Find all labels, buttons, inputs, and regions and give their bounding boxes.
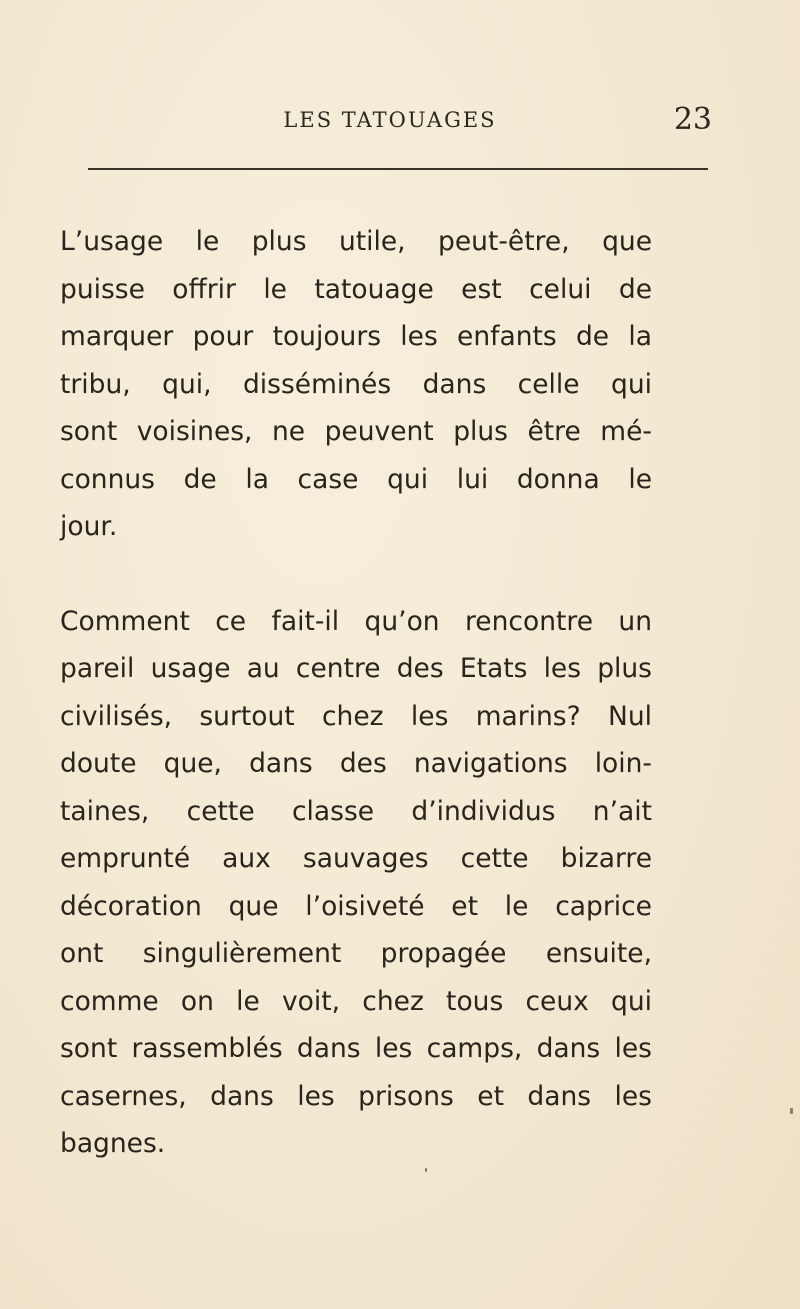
text-line: tribu, qui, disséminés dans celle qui <box>60 368 652 400</box>
text-line: Comment ce fait-il qu’on rencontre un <box>60 605 652 637</box>
text-line: jour. <box>60 511 118 542</box>
text-line: civilisés, surtout chez les marins? Nul <box>60 700 652 732</box>
paragraph-2 <box>60 598 652 1168</box>
text-line: emprunté aux sauvages cette bizarre <box>60 843 652 874</box>
text-line: pareil usage au centre des Etats les plus <box>60 653 652 684</box>
header-rule <box>88 168 708 170</box>
text-line: sont voisines, ne peuvent plus être mé- <box>60 416 652 447</box>
text-line: taines, cette classe d’individus n’ait <box>60 795 652 827</box>
text-line: L’usage le plus utile, peut-être, que <box>60 226 652 257</box>
text-line: ont singulièrement propagée ensuite, <box>60 938 652 969</box>
text-line: connus de la case qui lui donna le <box>60 463 652 495</box>
body-text <box>60 218 652 1168</box>
text-line: puisse offrir le tatouage est celui de <box>60 273 652 305</box>
page-number: 23 <box>673 102 712 137</box>
text-line: doute que, dans des navigations loin- <box>60 748 652 779</box>
paragraph-1 <box>60 218 652 551</box>
text-line: marquer pour toujours les enfants de la <box>60 321 652 352</box>
text-line: décoration que l’oisiveté et le caprice <box>60 890 652 922</box>
paper-speck <box>425 1168 427 1172</box>
text-line: sont rassemblés dans les camps, dans les <box>60 1033 652 1064</box>
paper-speck <box>790 1108 793 1114</box>
text-line: casernes, dans les prisons et dans les <box>60 1080 652 1112</box>
text-line: comme on le voit, chez tous ceux qui <box>60 985 652 1017</box>
running-title: LES TATOUAGES <box>283 108 497 132</box>
text-line: bagnes. <box>60 1128 166 1159</box>
running-head <box>60 102 740 148</box>
